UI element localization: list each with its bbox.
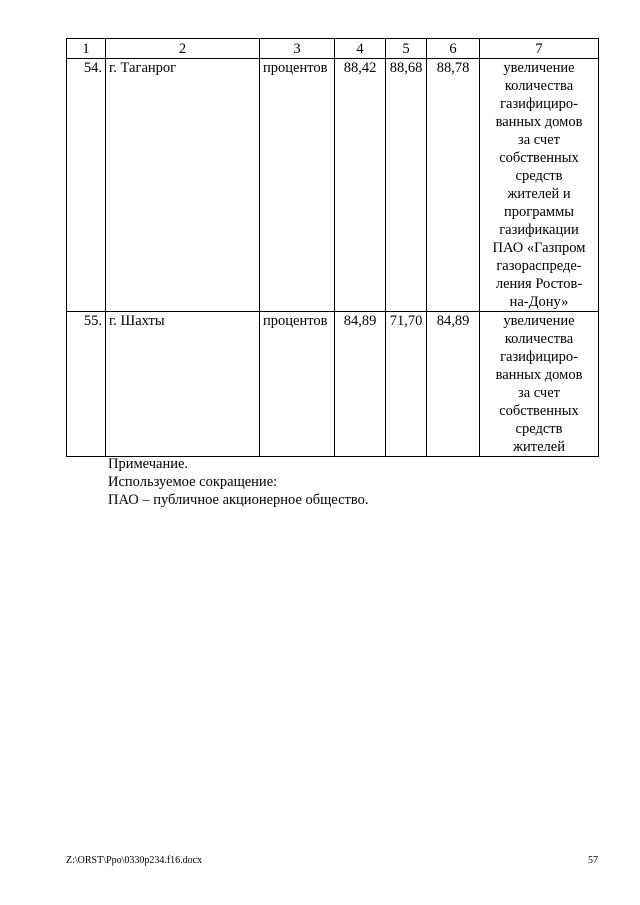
table-row [67, 59, 599, 312]
note-line: газификации [499, 222, 579, 238]
note-line: газораспреде- [496, 258, 582, 274]
header-cell: 4 [335, 39, 386, 59]
note-cell [480, 59, 599, 312]
note-line: на-Дону» [509, 294, 569, 310]
unit-cell: процентов [260, 59, 335, 312]
note-line: жителей [513, 439, 565, 455]
footnote-line: Используемое сокращение: [108, 474, 278, 490]
header-cell: 7 [480, 39, 599, 59]
note-line: ления Ростов- [495, 276, 583, 292]
table-header-row [67, 39, 599, 59]
note-line: программы [504, 204, 574, 220]
footnote [108, 455, 369, 509]
note-line: средств [515, 168, 563, 184]
value-cell: 84,89 [335, 312, 386, 457]
note-line: за счет [518, 132, 560, 148]
value-cell: 88,78 [427, 59, 480, 312]
row-number: 54. [67, 59, 106, 312]
note-line: увеличение [503, 313, 575, 329]
city-cell: г. Шахты [106, 312, 260, 457]
header-cell: 3 [260, 39, 335, 59]
value-cell: 71,70 [386, 312, 427, 457]
data-table [66, 38, 599, 457]
note-line: количества [504, 331, 574, 347]
table-row [67, 312, 599, 457]
page-footer [66, 855, 598, 866]
note-line: собственных [499, 150, 579, 166]
note-line: ПАО «Газпром [492, 240, 586, 256]
file-path: Z:\ORST\Ppo\0330p234.f16.docx [66, 855, 203, 866]
header-cell: 1 [67, 39, 106, 59]
footnote-title: Примечание. [108, 456, 189, 472]
row-number: 55. [67, 312, 106, 457]
value-cell: 84,89 [427, 312, 480, 457]
page-number: 57 [588, 855, 598, 866]
note-line: собственных [499, 403, 579, 419]
note-line: количества [504, 78, 574, 94]
city-cell: г. Таганрог [106, 59, 260, 312]
note-line: средств [515, 421, 563, 437]
note-line: за счет [518, 385, 560, 401]
header-cell: 6 [427, 39, 480, 59]
footnote-line: ПАО – публичное акционерное общество. [108, 492, 369, 508]
note-line: ванных домов [495, 367, 583, 383]
note-cell [480, 312, 599, 457]
note-line: ванных домов [495, 114, 583, 130]
value-cell: 88,42 [335, 59, 386, 312]
value-cell: 88,68 [386, 59, 427, 312]
note-line: газифициро- [500, 96, 578, 112]
note-line: жителей и [507, 186, 571, 202]
note-line: газифициро- [500, 349, 578, 365]
unit-cell: процентов [260, 312, 335, 457]
header-cell: 5 [386, 39, 427, 59]
header-cell: 2 [106, 39, 260, 59]
note-line: увеличение [503, 60, 575, 76]
